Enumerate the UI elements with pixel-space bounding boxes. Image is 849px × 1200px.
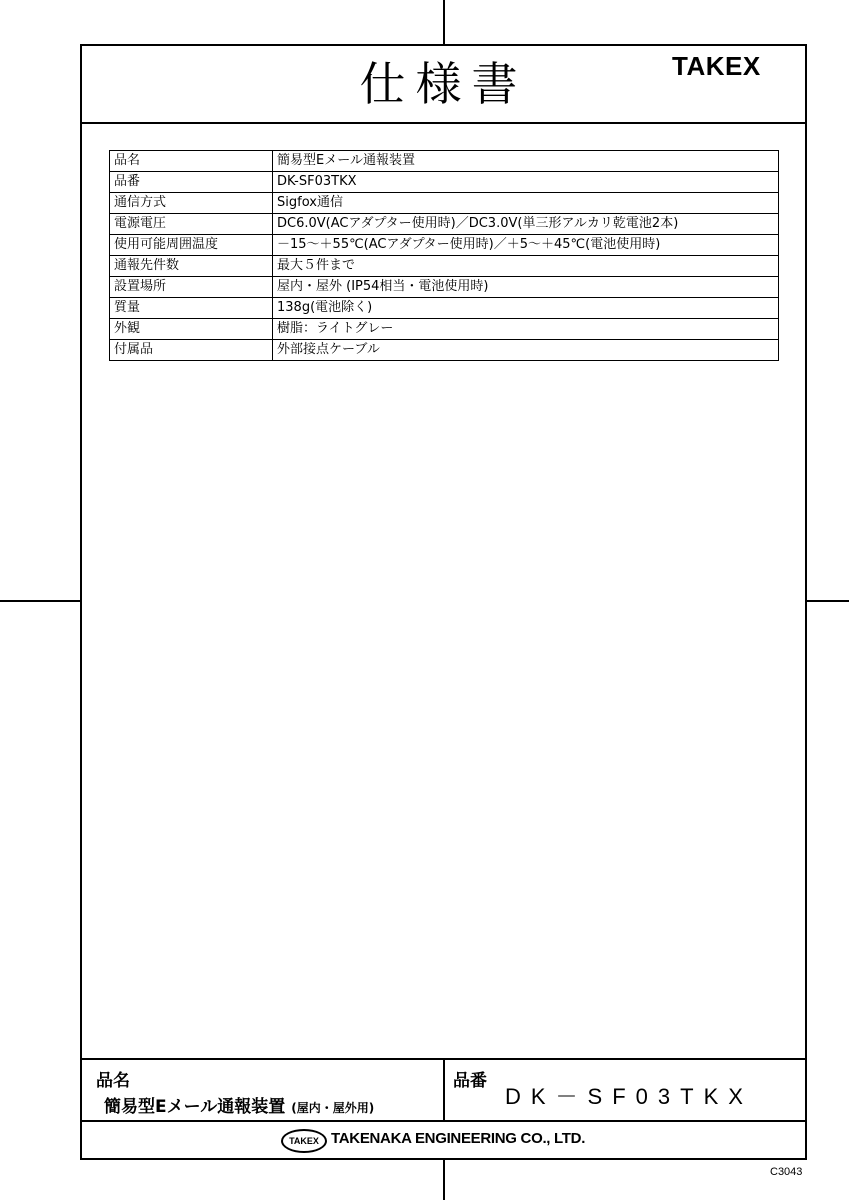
- spec-row: [110, 214, 779, 235]
- spec-value: Sigfox通信: [273, 193, 779, 214]
- crop-mark-left: [0, 600, 80, 602]
- spec-value: 最大５件まで: [273, 256, 779, 277]
- spec-row: [110, 277, 779, 298]
- spec-value: －15～＋55℃(ACアダプター使用時)／＋5～＋45℃(電池使用時): [273, 235, 779, 256]
- spec-label: 質量: [110, 298, 273, 319]
- footer-product-name-text: 簡易型Eメール通報装置: [104, 1097, 286, 1117]
- spec-value: 屋内・屋外 (IP54相当・電池使用時): [273, 277, 779, 298]
- spec-row: [110, 298, 779, 319]
- spec-label: 品番: [110, 172, 273, 193]
- brand-logo: TAKEX: [672, 51, 761, 81]
- document-title: 仕様書: [359, 57, 528, 111]
- footer-code-label: 品番: [453, 1071, 487, 1091]
- spec-value: 138g(電池除く): [273, 298, 779, 319]
- spec-label: 電源電圧: [110, 214, 273, 235]
- spec-value: 簡易型Eメール通報装置: [273, 151, 779, 172]
- footer-product-code: DK－SF03TKX: [505, 1084, 753, 1109]
- spec-value: DK-SF03TKX: [273, 172, 779, 193]
- spec-row: [110, 151, 779, 172]
- spec-row: [110, 235, 779, 256]
- document-number: C3043: [770, 1166, 803, 1178]
- company-name: TAKENAKA ENGINEERING CO., LTD.: [331, 1130, 586, 1147]
- header-divider: [80, 122, 807, 124]
- spec-row: [110, 193, 779, 214]
- footer-product-note: (屋内・屋外用): [291, 1101, 375, 1115]
- spec-row: [110, 340, 779, 361]
- spec-value: DC6.0V(ACアダプター使用時)／DC3.0V(単三形アルカリ乾電池2本): [273, 214, 779, 235]
- spec-label: 通信方式: [110, 193, 273, 214]
- crop-mark-bottom: [443, 1160, 445, 1200]
- footer-product-name: [104, 1092, 374, 1117]
- spec-row: [110, 319, 779, 340]
- spec-label: 外観: [110, 319, 273, 340]
- spec-row: [110, 172, 779, 193]
- spec-table-body: [110, 151, 779, 361]
- spec-label: 設置場所: [110, 277, 273, 298]
- spec-label: 付属品: [110, 340, 273, 361]
- footer-name-label: 品名: [96, 1071, 130, 1091]
- spec-value: 樹脂：ライトグレー: [273, 319, 779, 340]
- crop-mark-top: [443, 0, 445, 44]
- spec-table: [109, 150, 779, 361]
- spec-row: [110, 256, 779, 277]
- spec-label: 使用可能周囲温度: [110, 235, 273, 256]
- footer-divider-vertical: [443, 1058, 445, 1122]
- spec-value: 外部接点ケーブル: [273, 340, 779, 361]
- company-logo: TAKEX: [281, 1129, 327, 1153]
- spec-label: 通報先件数: [110, 256, 273, 277]
- spec-label: 品名: [110, 151, 273, 172]
- crop-mark-right: [807, 600, 849, 602]
